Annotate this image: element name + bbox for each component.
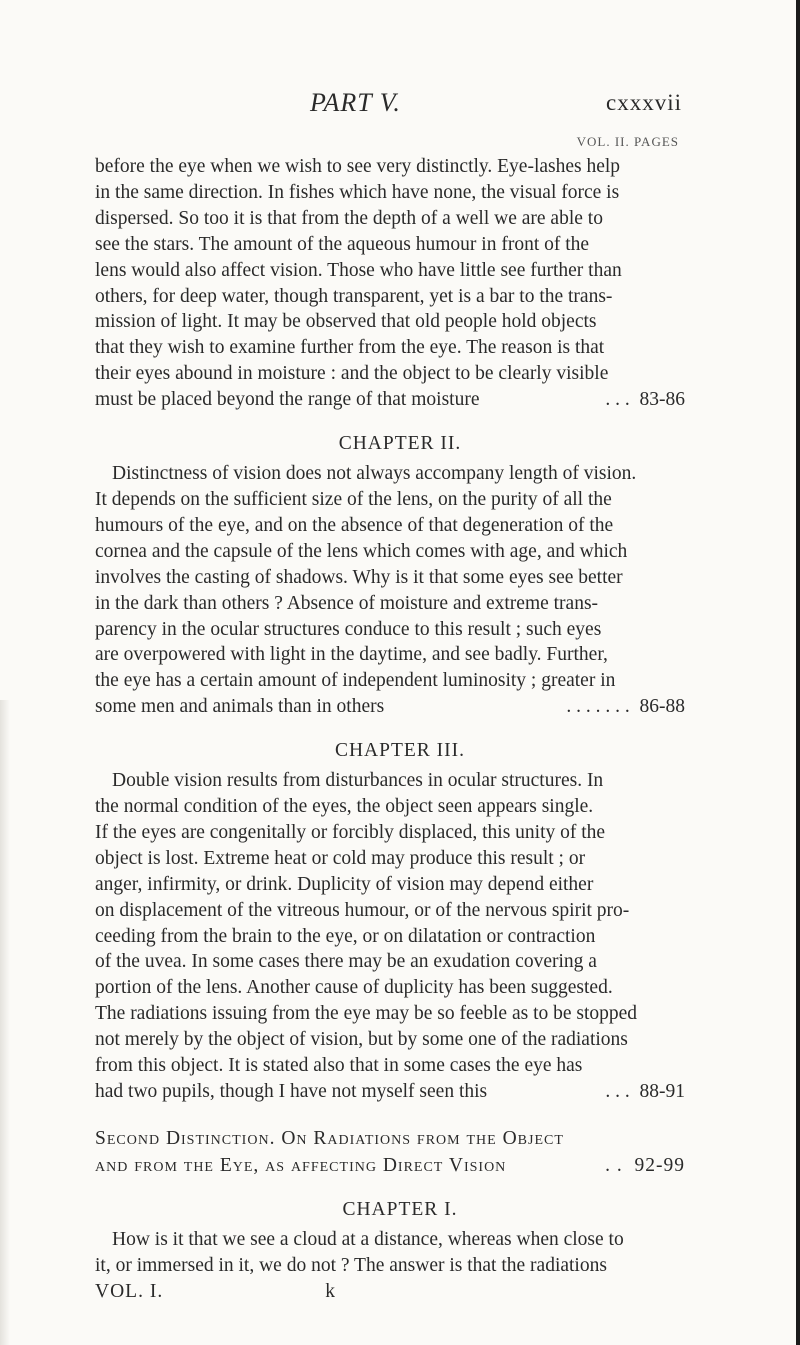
text-line: involves the casting of shadows. Why is it that some eyes see better [95, 566, 623, 588]
text-line: it, or immersed in it, we do not ? The answer is that the radiations [95, 1254, 607, 1276]
chapter-heading: CHAPTER III. [334, 740, 466, 762]
dot-leaders: . . . . . . . [566, 696, 630, 718]
text-line: If the eyes are congenitally or forcibly displaced, this unity of the [95, 821, 606, 843]
section-heading-line: and from the Eye, as affecting Direct Vision [95, 1154, 507, 1176]
section-heading-line-with-pages [95, 1152, 685, 1179]
text-line: had two pupils, though I have not myself seen this [95, 1081, 488, 1102]
text-line: dispersed. So too it is that from the depth of a well we are able to [95, 207, 603, 229]
page-ref [605, 1152, 685, 1179]
page-ref [566, 694, 685, 720]
text-line: not merely by the object of vision, but by some one of the radiations [95, 1029, 628, 1051]
text-line: portion of the lens. Another cause of duplicity has been suggested. [95, 977, 613, 999]
text-line: are overpowered with light in the daytime, and see badly. Further, [95, 644, 608, 666]
section-heading-line: Second Distinction. On Radiations from the Object [95, 1127, 564, 1149]
text-line: their eyes abound in moisture : and the object to be clearly visible [95, 363, 609, 385]
text-line-with-pages [95, 1079, 685, 1105]
text-line: How is it that we see a cloud at a distance, whereas when close to [112, 1228, 624, 1250]
dot-leaders: . . [605, 1154, 623, 1176]
chapter-summary [95, 768, 685, 1105]
text-line: Distinctness of vision does not always accompany length of vision. [112, 463, 637, 485]
page-edge [796, 0, 800, 1345]
text-line: parency in the ocular structures conduce to this result ; such eyes [95, 618, 602, 640]
page-range: 86-88 [639, 696, 685, 718]
text-line: on displacement of the vitreous humour, or of the nervous spirit pro- [95, 899, 630, 921]
dot-leaders: . . . [605, 389, 630, 411]
page-range: 88-91 [639, 1081, 685, 1102]
text-line: anger, infirmity, or drink. Duplicity of vision may depend either [95, 873, 594, 895]
text-line: in the dark than others ? Absence of moisture and extreme trans- [95, 592, 599, 614]
running-header [0, 88, 800, 128]
page-range: 92-99 [634, 1154, 685, 1176]
section-heading [95, 1125, 685, 1179]
page-shadow [0, 700, 10, 1345]
text-line: the normal condition of the eyes, the object seen appears single. [95, 796, 594, 818]
vol-pages-label: VOL. II. PAGES [576, 134, 679, 149]
page-range: 83-86 [639, 389, 685, 411]
page-number: cxxxvii [606, 90, 682, 115]
text-line: mission of light. It may be observed that old people hold objects [95, 311, 597, 333]
text-line: see the stars. The amount of the aqueous humour in front of the [95, 233, 590, 255]
page-body [95, 154, 685, 1305]
text-line: ceeding from the brain to the eye, or on dilatation or contraction [95, 925, 596, 947]
text-line: object is lost. Extreme heat or cold may produce this result ; or [95, 847, 586, 869]
text-line: of the uvea. In some cases there may be an exudation covering a [95, 951, 597, 973]
page-ref [605, 387, 685, 413]
text-line: lens would also affect vision. Those who have little see further than [95, 259, 622, 281]
text-line: cornea and the capsule of the lens which comes with age, and which [95, 540, 628, 562]
text-line: some men and animals than in others [95, 696, 385, 718]
chapter-heading: CHAPTER II. [338, 433, 462, 455]
text-line: It depends on the sufficient size of the lens, on the purity of all the [95, 488, 612, 510]
page-ref [605, 1079, 685, 1105]
paragraph-continuation [95, 154, 685, 413]
text-line: others, for deep water, though transparent, yet is a bar to the trans- [95, 285, 613, 307]
part-title: PART V. [310, 88, 401, 117]
text-line-with-pages [95, 694, 685, 720]
text-line-with-pages [95, 387, 685, 413]
page-footer [95, 1279, 685, 1305]
chapter-summary [95, 1227, 685, 1279]
text-line: the eye has a certain amount of independent luminosity ; greater in [95, 670, 616, 692]
chapter-summary [95, 461, 685, 720]
text-line: that they wish to examine further from the eye. The reason is that [95, 337, 605, 359]
volume-mark: VOL. I. [95, 1280, 164, 1302]
dot-leaders: . . . [605, 1081, 630, 1102]
chapter-heading: CHAPTER I. [342, 1198, 458, 1220]
text-line: humours of the eye, and on the absence of that degeneration of the [95, 514, 614, 536]
text-line: before the eye when we wish to see very distinctly. Eye-lashes help [95, 156, 621, 177]
signature-mark: k [325, 1280, 336, 1302]
text-line: in the same direction. In fishes which have none, the visual force is [95, 181, 620, 203]
text-line: The radiations issuing from the eye may be so feeble as to be stopped [95, 1003, 638, 1025]
text-line: must be placed beyond the range of that moisture [95, 389, 480, 411]
text-line: from this object. It is stated also that in some cases the eye has [95, 1055, 583, 1077]
text-line: Double vision results from disturbances in ocular structures. In [112, 770, 604, 792]
